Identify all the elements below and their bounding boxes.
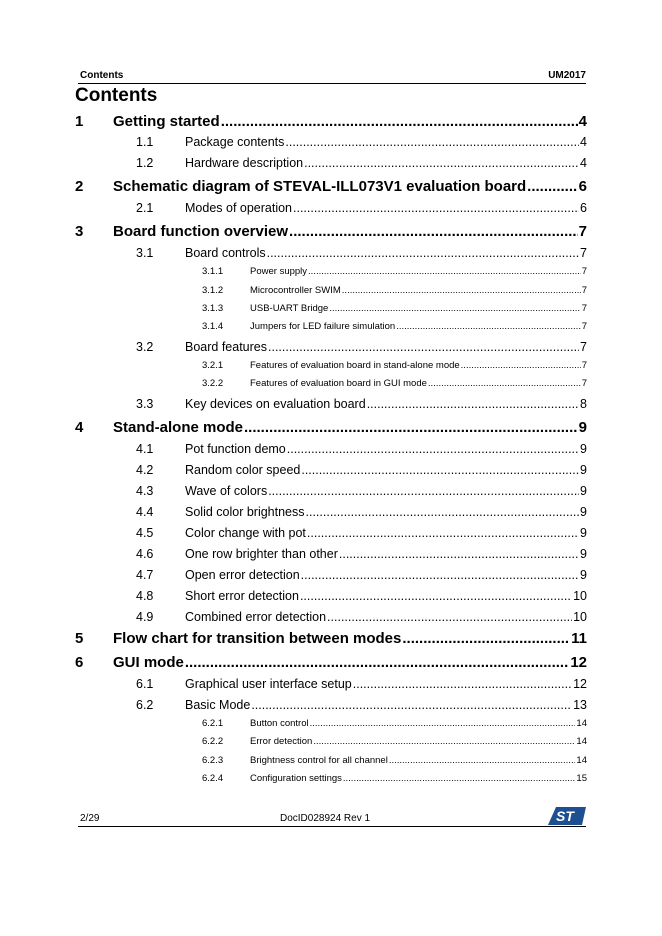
toc-leader-dots	[221, 113, 578, 130]
toc-entry-page: 13	[573, 698, 587, 712]
toc-entry-title: Power supply	[250, 266, 308, 277]
toc-entry-page: 6	[578, 178, 587, 195]
toc-entry-title: Jumpers for LED failure simulation	[250, 321, 396, 332]
toc-entry-title: Flow chart for transition between modes	[113, 630, 402, 647]
toc-entry-title: One row brighter than other	[185, 547, 338, 561]
toc-entry-page: 10	[573, 610, 587, 624]
toc-entry-number: 3.2.2	[202, 378, 224, 389]
toc-entry-number: 3.1.1	[202, 266, 224, 277]
toc-entry-title: Solid color brightness	[185, 505, 305, 519]
toc-entry-page: 7	[580, 340, 587, 354]
toc-entry-title: USB-UART Bridge	[250, 303, 329, 314]
toc-entry-page: 7	[581, 321, 587, 332]
toc-entry-link[interactable]	[185, 568, 587, 582]
toc-entry-link[interactable]	[185, 201, 587, 215]
toc-entry-number: 3.1.3	[202, 303, 224, 314]
toc-leader-dots	[342, 285, 581, 296]
toc-entry-number: 4.9	[136, 610, 154, 624]
toc-entry-number: 3	[75, 223, 84, 240]
toc-entry-page: 14	[576, 736, 587, 747]
toc-leader-dots	[527, 178, 577, 195]
toc-leader-dots	[293, 201, 579, 215]
toc-entry-number: 2.1	[136, 201, 154, 215]
toc-entry-number: 1.2	[136, 156, 154, 170]
toc-leader-dots	[304, 156, 579, 170]
toc-entry-link[interactable]	[113, 113, 587, 130]
toc-entry-page: 4	[580, 135, 587, 149]
toc-entry-title: Package contents	[185, 135, 285, 149]
toc-entry-link[interactable]	[185, 397, 587, 411]
toc-entry-link[interactable]	[113, 178, 587, 195]
toc-entry-link[interactable]	[250, 755, 587, 766]
toc-entry-page: 7	[581, 266, 587, 277]
toc-entry-link[interactable]	[250, 360, 587, 371]
toc-entry-number: 3.2	[136, 340, 154, 354]
toc-entry-link[interactable]	[185, 610, 587, 624]
toc-leader-dots	[339, 547, 579, 561]
toc-entry-link[interactable]	[250, 266, 587, 277]
toc-entry-number: 4.7	[136, 568, 154, 582]
toc-entry-number: 1.1	[136, 135, 154, 149]
toc-entry-title: Basic Mode	[185, 698, 251, 712]
toc-entry-title: Configuration settings	[250, 773, 342, 784]
toc-entry-title: Getting started	[113, 113, 220, 130]
toc-entry-page: 14	[576, 718, 587, 729]
toc-leader-dots	[289, 223, 578, 240]
toc-entry-number: 6.2	[136, 698, 154, 712]
toc-leader-dots	[267, 246, 579, 260]
toc-leader-dots	[307, 526, 579, 540]
toc-leader-dots	[300, 589, 572, 603]
toc-entry-page: 9	[580, 547, 587, 561]
toc-entry-number: 4.6	[136, 547, 154, 561]
toc-entry-link[interactable]	[250, 378, 587, 389]
toc-leader-dots	[268, 340, 579, 354]
toc-entry-page: 10	[573, 589, 587, 603]
toc-leader-dots	[389, 755, 576, 766]
toc-entry-number: 4.2	[136, 463, 154, 477]
toc-entry-link[interactable]	[250, 773, 587, 784]
header-doc-code: UM2017	[548, 70, 586, 81]
toc-entry-number: 6.1	[136, 677, 154, 691]
toc-entry-page: 14	[576, 755, 587, 766]
toc-entry-page: 4	[580, 156, 587, 170]
toc-entry-page: 9	[580, 463, 587, 477]
toc-entry-number: 6.2.1	[202, 718, 224, 729]
toc-entry-number: 4.8	[136, 589, 154, 603]
toc-entry-link[interactable]	[250, 736, 587, 747]
toc-entry-page: 7	[581, 285, 587, 296]
toc-entry-number: 3.3	[136, 397, 154, 411]
toc-entry-title: GUI mode	[113, 654, 184, 671]
toc-entry-link[interactable]	[185, 547, 587, 561]
toc-leader-dots	[396, 321, 581, 332]
toc-entry-number: 3.1	[136, 246, 154, 260]
toc-entry-link[interactable]	[250, 321, 587, 332]
toc-entry-page: 9	[580, 568, 587, 582]
toc-entry-number: 3.2.1	[202, 360, 224, 371]
st-logo-icon	[548, 806, 586, 826]
toc-leader-dots	[244, 419, 578, 436]
toc-entry-number: 3.1.2	[202, 285, 224, 296]
toc-entry-page: 9	[580, 505, 587, 519]
toc-entry-link[interactable]	[185, 442, 587, 456]
toc-entry-page: 6	[580, 201, 587, 215]
toc-entry-number: 5	[75, 630, 84, 647]
toc-leader-dots	[367, 397, 579, 411]
toc-entry-title: Combined error detection	[185, 610, 327, 624]
toc-leader-dots	[343, 773, 576, 784]
toc-entry-link[interactable]	[185, 340, 587, 354]
toc-entry-link[interactable]	[185, 698, 587, 712]
toc-entry-page: 12	[573, 677, 587, 691]
toc-entry-title: Wave of colors	[185, 484, 268, 498]
toc-leader-dots	[268, 484, 579, 498]
toc-entry-page: 4	[578, 113, 587, 130]
toc-entry-title: Key devices on evaluation board	[185, 397, 366, 411]
toc-entry-link[interactable]	[185, 156, 587, 170]
toc-entry-link[interactable]	[250, 285, 587, 296]
toc-leader-dots	[353, 677, 572, 691]
toc-entry-link[interactable]	[185, 135, 587, 149]
toc-entry-number: 6.2.2	[202, 736, 224, 747]
toc-entry-page: 9	[580, 526, 587, 540]
toc-leader-dots	[301, 568, 579, 582]
toc-entry-link[interactable]	[250, 303, 587, 314]
toc-entry-title: Graphical user interface setup	[185, 677, 352, 691]
toc-entry-page: 7	[581, 378, 587, 389]
toc-entry-title: Schematic diagram of STEVAL-ILL073V1 evaluation board	[113, 178, 527, 195]
toc-leader-dots	[327, 610, 572, 624]
toc-entry-page: 8	[580, 397, 587, 411]
toc-entry-title: Random color speed	[185, 463, 301, 477]
toc-entry-page: 11	[571, 630, 587, 647]
toc-entry-link[interactable]	[185, 505, 587, 519]
toc-entry-link[interactable]	[185, 463, 587, 477]
toc-entry-title: Button control	[250, 718, 309, 729]
toc-entry-title: Microcontroller SWIM	[250, 285, 341, 296]
toc-entry-link[interactable]	[113, 654, 587, 671]
toc-entry-link[interactable]	[185, 484, 587, 498]
toc-entry-page: 9	[580, 484, 587, 498]
toc-leader-dots	[310, 718, 576, 729]
toc-leader-dots	[306, 505, 580, 519]
footer-doc-id: DocID028924 Rev 1	[280, 813, 371, 824]
toc-entry-number: 3.1.4	[202, 321, 224, 332]
toc-entry-link[interactable]	[113, 630, 587, 647]
toc-entry-link[interactable]	[113, 223, 587, 240]
toc-leader-dots	[461, 360, 581, 371]
toc-leader-dots	[301, 463, 579, 477]
toc-leader-dots	[428, 378, 581, 389]
toc-entry-page: 12	[570, 654, 587, 671]
toc-entry-title: Stand-alone mode	[113, 419, 244, 436]
toc-leader-dots	[402, 630, 570, 647]
toc-entry-page: 7	[581, 303, 587, 314]
toc-entry-number: 4.1	[136, 442, 154, 456]
svg-text:ST: ST	[556, 808, 574, 824]
header-section: Contents	[80, 70, 124, 81]
toc-entry-link[interactable]	[185, 677, 587, 691]
toc-leader-dots	[329, 303, 580, 314]
footer-rule	[78, 826, 586, 827]
toc-leader-dots	[251, 698, 572, 712]
toc-entry-link[interactable]	[250, 718, 587, 729]
toc-entry-title: Brightness control for all channel	[250, 755, 388, 766]
toc-entry-page: 7	[581, 360, 587, 371]
toc-entry-title: Short error detection	[185, 589, 299, 603]
toc-entry-title: Hardware description	[185, 156, 304, 170]
toc-entry-page: 7	[580, 246, 587, 260]
toc-leader-dots	[285, 135, 579, 149]
toc-entry-link[interactable]	[185, 589, 587, 603]
toc-entry-number: 4.5	[136, 526, 154, 540]
footer-page-indicator: 2/29	[80, 813, 100, 824]
toc-entry-number: 6	[75, 654, 84, 671]
toc-entry-page: 9	[578, 419, 587, 436]
toc-leader-dots	[308, 266, 581, 277]
toc-entry-title: Pot function demo	[185, 442, 286, 456]
toc-entry-title: Board controls	[185, 246, 266, 260]
toc-entry-title: Color change with pot	[185, 526, 306, 540]
toc-leader-dots	[185, 654, 569, 671]
toc-entry-number: 4.3	[136, 484, 154, 498]
toc-entry-number: 1	[75, 113, 84, 130]
toc-entry-title: Board function overview	[113, 223, 289, 240]
page-title: Contents	[75, 85, 158, 106]
toc-entry-link[interactable]	[113, 419, 587, 436]
toc-entry-title: Features of evaluation board in stand-alone mode	[250, 360, 460, 371]
toc-entry-page: 9	[580, 442, 587, 456]
toc-entry-number: 4	[75, 419, 84, 436]
toc-entry-page: 15	[576, 773, 587, 784]
toc-leader-dots	[313, 736, 575, 747]
toc-entry-number: 2	[75, 178, 84, 195]
toc-entry-title: Error detection	[250, 736, 313, 747]
toc-entry-title: Open error detection	[185, 568, 300, 582]
toc-entry-title: Modes of operation	[185, 201, 293, 215]
toc-entry-link[interactable]	[185, 526, 587, 540]
toc-leader-dots	[287, 442, 579, 456]
toc-entry-link[interactable]	[185, 246, 587, 260]
toc-entry-number: 4.4	[136, 505, 154, 519]
toc-entry-title: Board features	[185, 340, 267, 354]
toc-entry-number: 6.2.4	[202, 773, 224, 784]
toc-entry-title: Features of evaluation board in GUI mode	[250, 378, 427, 389]
toc-entry-number: 6.2.3	[202, 755, 224, 766]
toc-entry-page: 7	[578, 223, 587, 240]
